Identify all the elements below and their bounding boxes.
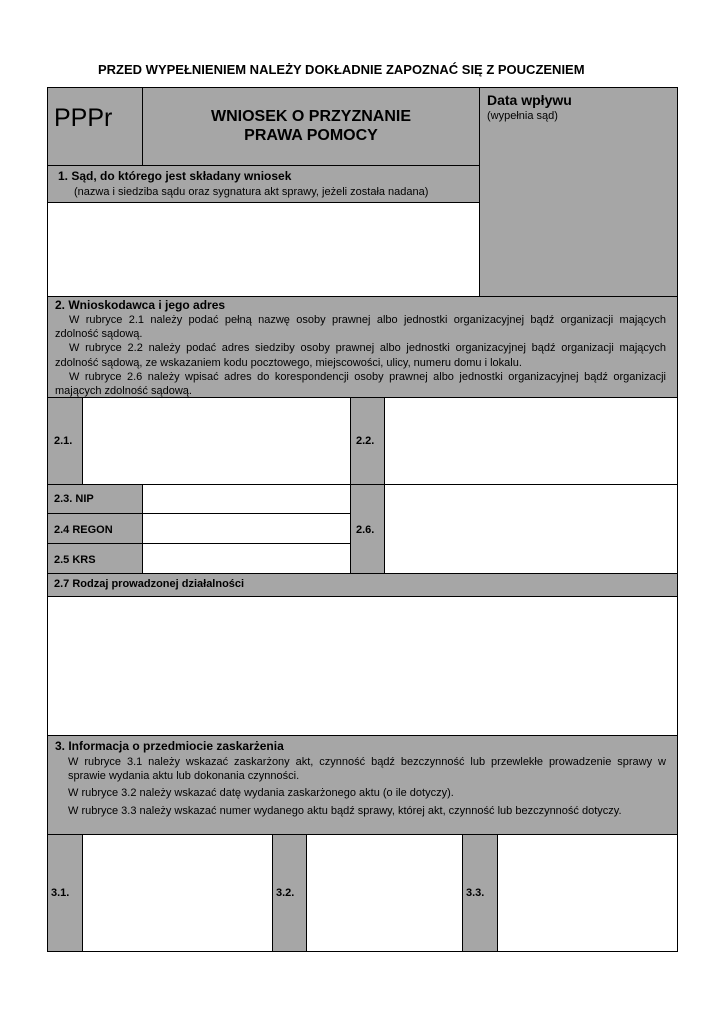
field-3-2-label-cell <box>272 834 307 952</box>
field-3-1-label-cell <box>47 834 83 952</box>
field-2-3-label: 2.3. NIP <box>54 493 94 505</box>
receipt-title: Data wpływu <box>487 92 572 108</box>
section2-instructions <box>55 313 666 398</box>
form-title-line1: WNIOSEK O PRZYZNANIE <box>210 108 411 125</box>
section3-instr2: W rubryce 3.2 należy wskazać datę wydania zaskarżonego aktu (o ile dotyczy). <box>68 787 454 800</box>
section3-header <box>47 735 678 835</box>
field-3-3-label-cell <box>462 834 498 952</box>
act-date-input[interactable] <box>306 834 463 952</box>
field-2-6-label: 2.6. <box>356 524 375 536</box>
section2-instr2: W rubryce 2.2 należy podać adres siedziby osoby prawnej albo jednostki organizacyjnej bądź organizacji mających zdolność sądową, ze wskazaniem kodu pocztowego, miejscowości, ulicy, numeru domu i lokalu. <box>55 342 666 369</box>
section2-instr1: W rubryce 2.1 należy podać pełną nazwę osoby prawnej albo jednostki organizacyjnej bądź organizacji mających zdolność sądową. <box>55 314 666 341</box>
receipt-subtitle: (wypełnia sąd) <box>487 110 558 122</box>
section1-header <box>47 165 480 203</box>
correspondence-address-input[interactable] <box>384 484 678 574</box>
header-notice: PRZED WYPEŁNIENIEM NALEŻY DOKŁADNIE ZAPOZNAĆ SIĘ Z POUCZENIEM <box>98 62 585 77</box>
field-2-6-label-cell <box>350 484 385 574</box>
section2-instr3: W rubryce 2.6 należy wpisać adres do korespondencji osoby prawnej albo jednostki organizacyjnej bądź organizacji mających zdolność sądową. <box>55 370 666 398</box>
field-2-2-label-cell <box>350 397 385 485</box>
field-2-7-label: 2.7 Rodzaj prowadzonej działalności <box>54 578 245 590</box>
section3-title: 3. Informacja o przedmiocie zaskarżenia <box>55 739 284 753</box>
field-3-3-label: 3.3. <box>466 887 485 899</box>
applicant-name-input[interactable] <box>82 397 351 485</box>
section3-instr1: W rubryce 3.1 należy wskazać zaskarżony akt, czynność bądź bezczynność lub przewlekłe prowadzenie sprawy w sprawie wydania aktu lub dokonania czynności. <box>68 756 666 783</box>
section3-instructions <box>68 755 666 818</box>
form-code: PPPr <box>54 104 113 132</box>
section2-header <box>47 296 678 398</box>
section2-title: 2. Wnioskodawca i jego adres <box>55 298 226 312</box>
section1-subtitle: (nazwa i siedziba sądu oraz sygnatura akt sprawy, jeżeli została nadana) <box>74 186 429 198</box>
section3-instr3: W rubryce 3.3 należy wskazać numer wydanego aktu bądź sprawy, której akt, czynność lub bezczynność dotyczy. <box>68 804 622 817</box>
court-input[interactable] <box>47 202 480 297</box>
field-2-1-label-cell <box>47 397 83 485</box>
form-code-cell <box>47 87 143 166</box>
field-3-2-label: 3.2. <box>276 887 295 899</box>
section1-title: 1. Sąd, do którego jest składany wniosek <box>58 169 292 183</box>
field-2-2-label: 2.2. <box>356 435 375 447</box>
receipt-date-box <box>479 87 678 297</box>
regon-input[interactable] <box>142 513 351 544</box>
form-title-line2: PRAWA POMOCY <box>244 127 378 144</box>
field-2-4-label-cell <box>47 513 143 544</box>
form-title-cell <box>142 87 480 166</box>
field-2-3-label-cell <box>47 484 143 514</box>
business-activity-input[interactable] <box>47 596 678 736</box>
field-2-5-label: 2.5 KRS <box>54 554 96 566</box>
applicant-address-input[interactable] <box>384 397 678 485</box>
field-2-1-label: 2.1. <box>54 435 73 447</box>
field-2-4-label: 2.4 REGON <box>54 524 113 536</box>
nip-input[interactable] <box>142 484 351 514</box>
field-2-5-label-cell <box>47 543 143 574</box>
field-2-7-label-cell <box>47 573 678 597</box>
contested-act-input[interactable] <box>82 834 273 952</box>
krs-input[interactable] <box>142 543 351 574</box>
field-3-1-label: 3.1. <box>51 887 70 899</box>
act-number-input[interactable] <box>497 834 678 952</box>
